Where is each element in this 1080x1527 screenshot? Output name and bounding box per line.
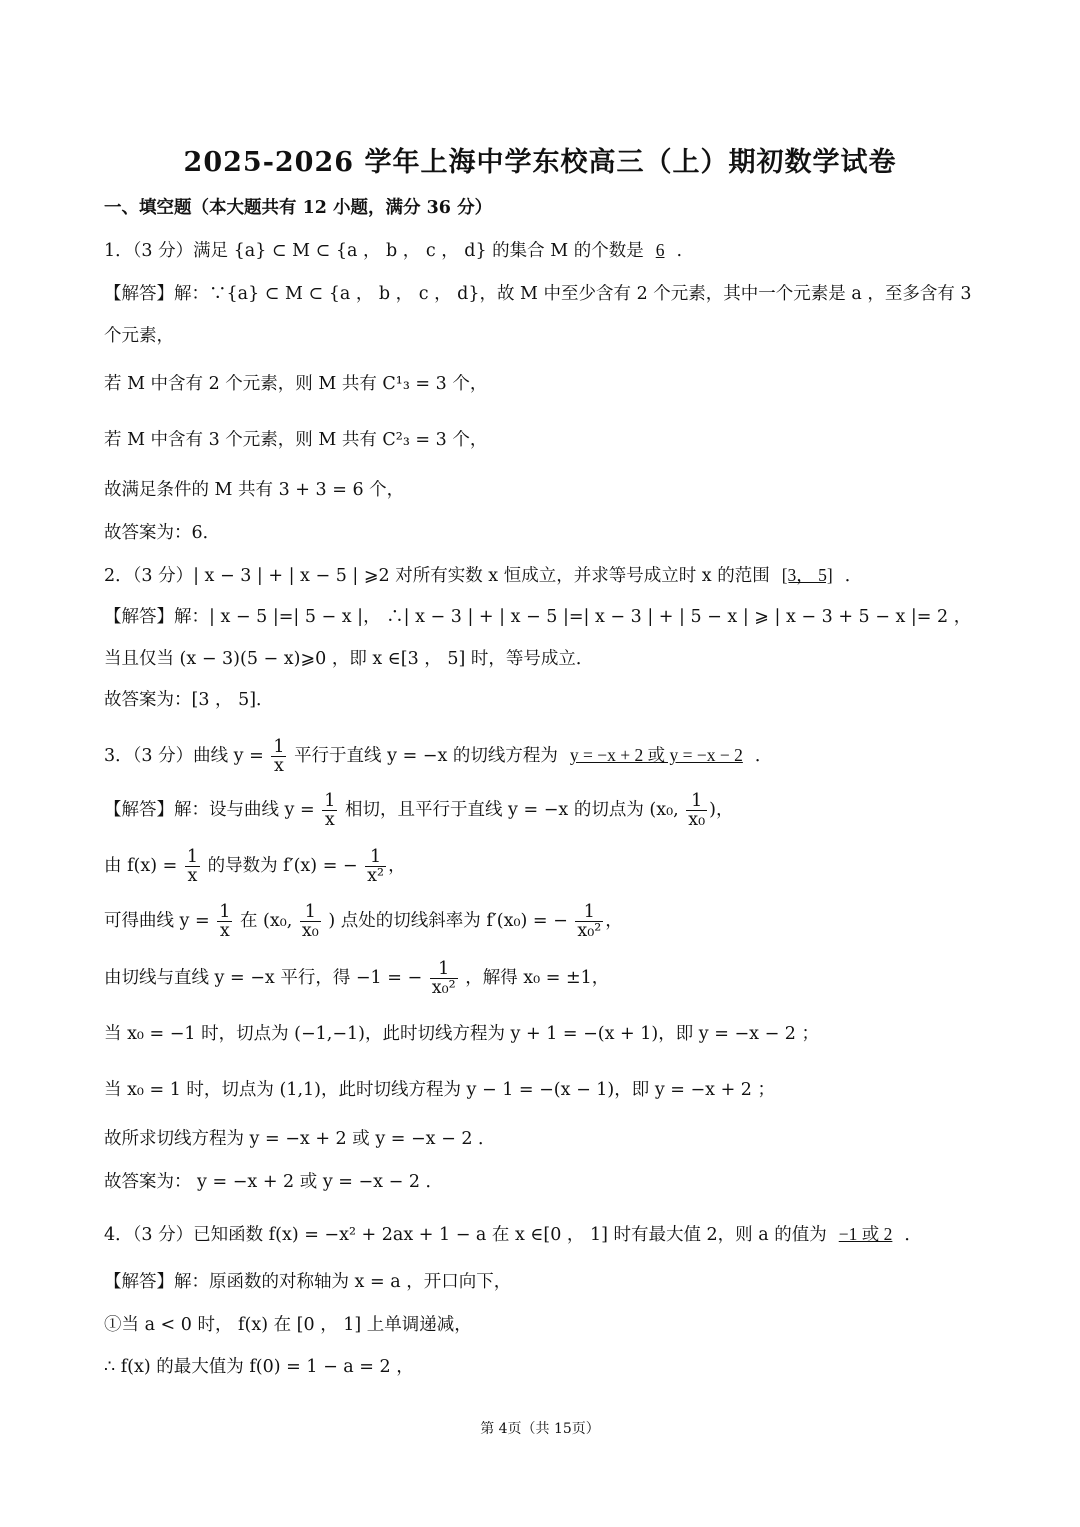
q3-stem: 平行于直线 y = −x 的切线方程为	[294, 746, 558, 766]
text: 【解答】解：设与曲线 y =	[104, 800, 315, 820]
section-heading: 一、填空题（本大题共有 12 小题，满分 36 分）	[104, 198, 493, 218]
q1-solution-line: 【解答】解：∵{a} ⊂ M ⊂ {a ， b ， c ， d}，故 M 中至少含有 2 个元素，其中一个元素是 a ，至多含有 3	[104, 284, 972, 304]
q4-solution-line: ∴ f(x) 的最大值为 f(0) = 1 − a = 2 ，	[104, 1357, 414, 1377]
q4-solution-line: 【解答】解：原函数的对称轴为 x = a ，开口向下，	[104, 1272, 512, 1292]
fraction-denominator: x²	[367, 866, 385, 886]
q1-stem: 1．（3 分）满足 {a} ⊂ M ⊂ {a ， b ， c ， d} 的集合 M 的个数是	[104, 241, 644, 261]
text: 由 f(x) =	[104, 856, 178, 876]
q3-solution-line	[104, 848, 406, 885]
exam-title: 2025-2026 学年上海中学东校高三（上）期初数学试卷	[183, 147, 897, 178]
fraction-numerator: 1	[430, 960, 458, 979]
text: 可得曲线 y =	[104, 911, 210, 931]
q3-solution-line: 当 x₀ = −1 时，切点为 (−1,−1)，此时切线方程为 y + 1 = −(x + 1)，即 y = −x − 2 ；	[104, 1024, 819, 1044]
text: 在 (x₀,	[239, 911, 293, 931]
text: 相切，且平行于直线 y = −x 的切点为 (x₀,	[344, 800, 679, 820]
q1-solution-line: 若 M 中含有 2 个元素，则 M 共有 C¹₃ = 3 个，	[104, 374, 488, 394]
q1-answer: 6	[655, 240, 665, 260]
text: )，	[709, 800, 734, 820]
q1-stem-end: .	[676, 241, 683, 261]
fraction-numerator: 1	[186, 847, 199, 867]
text: ) 点处的切线斜率为 f′(x₀) = −	[328, 911, 568, 931]
question-2	[104, 563, 862, 588]
q3-solution-line: 当 x₀ = 1 时，切点为 (1,1)，此时切线方程为 y − 1 = −(x − 1)，即 y = −x + 2 ；	[104, 1080, 776, 1100]
q4-solution-line: ①当 a < 0 时， f(x) 在 [0 ， 1] 上单调递减，	[104, 1315, 472, 1335]
fraction-numerator: 1	[575, 903, 603, 922]
fraction	[271, 738, 286, 775]
fraction	[217, 903, 232, 940]
fraction	[300, 903, 321, 940]
fraction-numerator: 1	[365, 848, 386, 867]
fraction-denominator: x	[187, 866, 198, 886]
fraction-denominator: x₀²	[577, 921, 602, 941]
q3-solution-line	[104, 792, 733, 829]
q2-stem: 2．（3 分）| x − 3 | + | x − 5 | ⩾2 对所有实数 x 恒成立，并求等号成立时 x 的范围	[104, 566, 770, 586]
text: ，	[388, 856, 406, 876]
fraction	[686, 792, 707, 829]
fraction-numerator: 1	[273, 737, 285, 757]
q2-solution-line: 【解答】解：| x − 5 |=| 5 − x |， ∴| x − 3 | + | x − 5 |=| x − 3 | + | 5 − x | ⩾ | x − 3 + 5 − x |= 2 ，	[104, 607, 972, 627]
fraction-numerator: 1	[300, 903, 321, 922]
fraction	[430, 960, 458, 997]
q1-solution-line: 若 M 中含有 3 个元素，则 M 共有 C²₃ = 3 个，	[104, 430, 488, 450]
q3-solution-line: 故答案为： y = −x + 2 或 y = −x − 2 ．	[104, 1172, 444, 1192]
text: ，	[605, 911, 623, 931]
q1-solution-line: 个元素，	[104, 326, 174, 346]
fraction-numerator: 1	[686, 792, 707, 811]
q4-answer: −1 或 2	[838, 1224, 893, 1244]
q3-stem: 3．（3 分）曲线 y =	[104, 746, 264, 766]
question-4	[104, 1222, 922, 1247]
q1-solution-line: 故满足条件的 M 共有 3 + 3 = 6 个，	[104, 480, 405, 500]
fraction	[365, 848, 386, 885]
question-1	[104, 238, 682, 263]
q2-solution-line: 故答案为：[3 ， 5]．	[104, 690, 274, 710]
q2-solution-line: 当且仅当 (x − 3)(5 − x)⩾0 ，即 x ∈[3 ， 5] 时，等号成立．	[104, 649, 594, 669]
fraction-denominator: x	[219, 921, 230, 941]
fraction-denominator: x₀	[301, 921, 319, 941]
q3-answer: y = −x + 2 或 y = −x − 2	[569, 745, 743, 765]
q3-solution-line: 故所求切线方程为 y = −x + 2 或 y = −x − 2 ．	[104, 1129, 496, 1149]
q2-answer: [3， 5]	[781, 565, 833, 585]
fraction-denominator: x₀	[688, 810, 706, 830]
question-3	[104, 738, 772, 775]
q1-solution-line: 故答案为：6．	[104, 523, 221, 543]
fraction-denominator: x	[324, 810, 335, 830]
fraction	[322, 792, 337, 829]
q3-solution-line	[104, 960, 609, 997]
q3-solution-line	[104, 903, 623, 940]
fraction	[185, 848, 200, 885]
text: 的导数为 f′(x) = −	[207, 856, 358, 876]
q4-stem-end: ．	[904, 1225, 922, 1245]
fraction-denominator: x₀²	[431, 978, 456, 998]
q3-stem-end: ．	[754, 746, 773, 766]
fraction-numerator: 1	[219, 902, 231, 922]
q2-stem-end: ．	[844, 566, 863, 586]
fraction-denominator: x	[273, 756, 284, 776]
fraction-numerator: 1	[324, 791, 336, 811]
q4-stem: 4．（3 分）已知函数 f(x) = −x² + 2ax + 1 − a 在 x ∈[0 ， 1] 时有最大值 2，则 a 的值为	[104, 1225, 827, 1245]
page-footer: 第 4页（共 15页）	[480, 1421, 600, 1437]
text: 由切线与直线 y = −x 平行，得 −1 = −	[104, 968, 423, 988]
fraction	[575, 903, 603, 940]
text: ，解得 x₀ = ±1，	[465, 968, 610, 988]
